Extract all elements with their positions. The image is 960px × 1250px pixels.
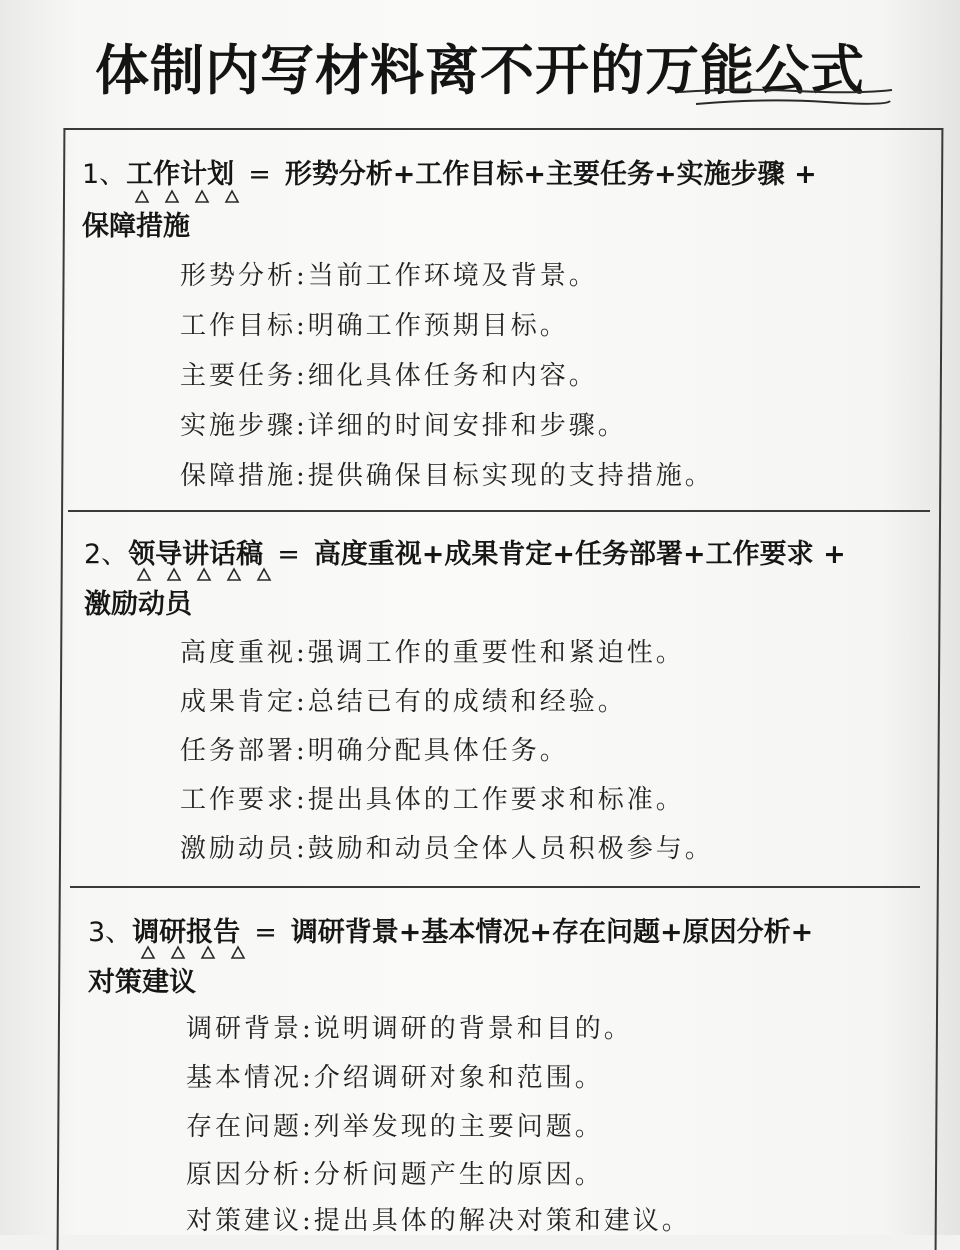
section-2-item: 激励动员:鼓励和动员全体人员积极参与。 <box>180 834 714 864</box>
section-1-heading <box>82 152 817 191</box>
equals-sign: = <box>277 539 300 570</box>
equals-sign: = <box>248 159 271 190</box>
section-divider <box>68 510 930 512</box>
section-2-name: 领导讲话稿 <box>128 539 264 570</box>
section-3-formula-cont: 对策建议 <box>88 967 196 998</box>
section-2-item: 工作要求:提出具体的工作要求和标准。 <box>180 785 685 815</box>
section-divider <box>70 886 920 888</box>
section-2-formula: 高度重视+成果肯定+任务部署+工作要求 + <box>313 539 846 570</box>
emphasis-marks <box>138 944 248 960</box>
page-title: 体制内写材料离不开的万能公式 <box>95 39 865 102</box>
section-2-formula-cont: 激励动员 <box>84 589 192 620</box>
emphasis-marks <box>134 566 278 582</box>
section-1-number: 1、 <box>82 159 127 190</box>
section-2-item: 任务部署:明确分配具体任务。 <box>180 736 569 766</box>
section-3-item: 对策建议:提出具体的解决对策和建议。 <box>186 1206 691 1236</box>
section-1-item: 保障措施:提供确保目标实现的支持措施。 <box>180 461 714 491</box>
emphasis-marks <box>132 188 242 204</box>
handwritten-underline <box>676 86 896 110</box>
section-3-formula: 调研背景+基本情况+存在问题+原因分析+ <box>290 917 814 948</box>
section-1-item: 形势分析:当前工作环境及背景。 <box>180 261 598 291</box>
section-1-formula-cont: 保障措施 <box>82 211 190 242</box>
section-1-formula: 形势分析+工作目标+主要任务+实施步骤 + <box>284 159 817 190</box>
section-2-item: 高度重视:强调工作的重要性和紧迫性。 <box>180 638 685 668</box>
section-3-item: 调研背景:说明调研的背景和目的。 <box>186 1014 633 1044</box>
equals-sign: = <box>254 917 277 948</box>
section-2-number: 2、 <box>84 539 129 570</box>
section-3-item: 基本情况:介绍调研对象和范围。 <box>186 1063 604 1093</box>
section-1-item: 工作目标:明确工作预期目标。 <box>180 311 569 341</box>
section-1-item: 主要任务:细化具体任务和内容。 <box>180 361 598 391</box>
section-3-item: 存在问题:列举发现的主要问题。 <box>186 1112 604 1142</box>
section-1-item: 实施步骤:详细的时间安排和步骤。 <box>180 411 627 441</box>
section-2-item: 成果肯定:总结已有的成绩和经验。 <box>180 687 627 717</box>
section-3-item: 原因分析:分析问题产生的原因。 <box>186 1160 604 1190</box>
section-3-number: 3、 <box>88 917 133 948</box>
section-1-name: 工作计划 <box>126 159 235 190</box>
section-3-name: 调研报告 <box>132 917 241 948</box>
